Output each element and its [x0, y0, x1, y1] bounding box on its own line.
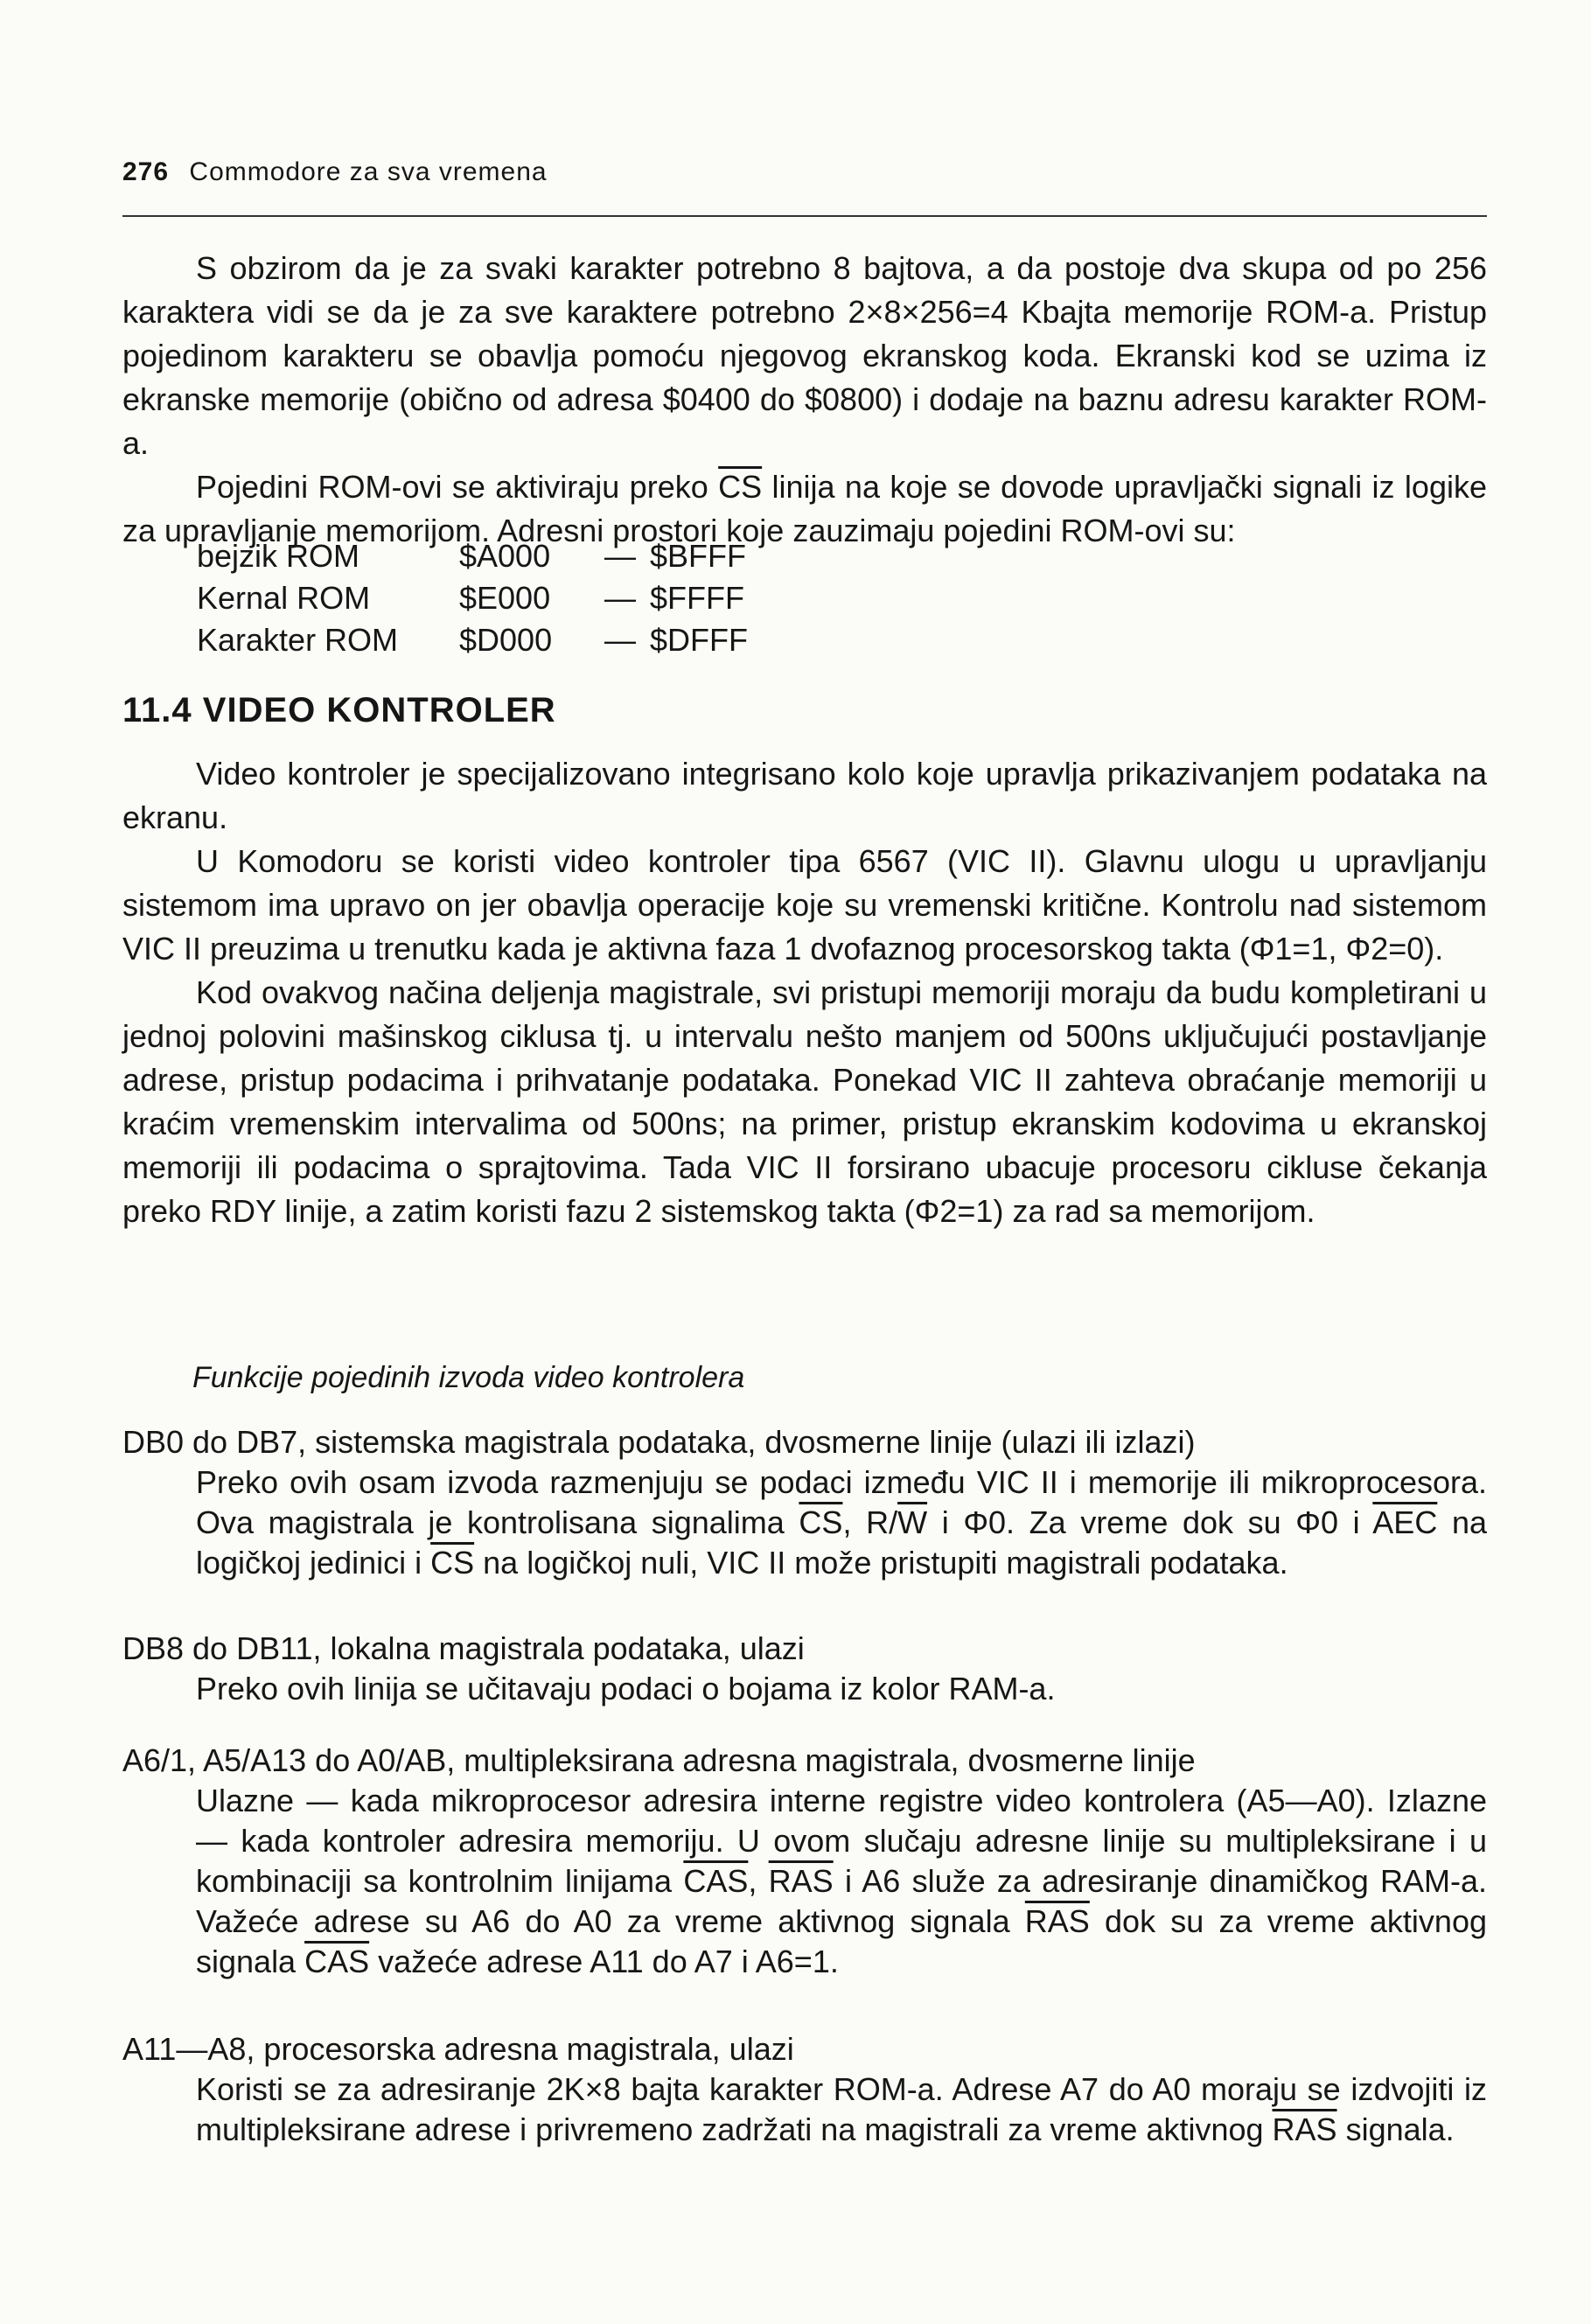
table-row: bejzik ROM $A000 — $BFFF [197, 538, 747, 574]
pin-description: Ulazne — kada mikroprocesor adresira interne registre video kontrolera (A5—A0). Izlazne — kada kontroler adresira memoriju. U ovom slučaju adresne linije su multipleksirane i u kombinaciji sa kontrolnim linijama $\overline{CAS}$, $\overline{RAS}$ i A6 služe za adresiranje dinamičkog RAM-a. Važeće adrese su A6 do A0 za vreme aktivnog signala $\overline{RAS}$ dok su za vreme aktivnog signala $\overline{CAS}$ važeće adrese A11 do A7 i A6=1. [196, 1783, 1488, 1979]
pins-subheading: Funkcije pojedinih izvoda video kontrolera [192, 1361, 745, 1394]
video-paragraph-1: Video kontroler je specijalizovano integrisano kolo koje upravlja prikazivanjem podataka na ekranu. [122, 756, 1487, 835]
intro-paragraph-2: Pojedini ROM-ovi se aktiviraju preko $\overline{CS}$ linija na koje se dovode upravljački signali iz logike za upravljanje memorijom. Adresni prostori koje zauzimaju pojedini ROM-ovi su: [122, 469, 1487, 548]
pin-term: A6/1, A5/A13 do A0/AB, multipleksirana adresna magistrala, dvosmerne linije [122, 1742, 1196, 1778]
intro-paragraph-1: S obzirom da je za svaki karakter potrebno 8 bajtova, a da postoje dva skupa od po 256 karaktera vidi se da je za sve karaktere potrebno 2×8×256=4 Kbajta memorije ROM-a. Pristup pojedinom karakteru se obavlja pomoću njegovog ekranskog koda. Ekranski kod se uzima iz ekranske memorije (obično od adresa $0400 do $0800) i dodaje na baznu adresu karakter ROM-a. [122, 250, 1487, 461]
page-number: 276 [122, 157, 170, 186]
pin-term: DB0 do DB7, sistemska magistrala podataka, dvosmerne linije (ulazi ili izlazi) [122, 1424, 1196, 1460]
pin-item-db0 [122, 1422, 1487, 1583]
pin-description: Koristi se za adresiranje 2K×8 bajta karakter ROM-a. Adrese A7 do A0 moraju se izdvojiti iz multipleksirane adrese i privremeno zadržati na magistrali za vreme aktivnog $\overline{RAS}$ signala. [196, 2071, 1487, 2147]
running-header [122, 157, 1487, 187]
video-paragraph-2: U Komodoru se koristi video kontroler tipa 6567 (VIC II). Glavnu ulogu u upravljanju sistemom ima upravo on jer obavlja operacije koje su vremenski kritične. Kontrolu nad sistemom VIC II preuzima u trenutku kada je aktivna faza 1 dvofaznog procesorskog takta (Φ1=1, Φ2=0). [122, 843, 1487, 967]
pin-description: Preko ovih osam izvoda razmenjuju se podaci između VIC II i memorije ili mikroprocesora. Ova magistrala je kontrolisana signalima $\overline{CS}$, $R/\overline{W}$ i Φ0. Za vreme dok su Φ0 i $\overline{AEC}$ na logičkoj jedinici i $\overline{CS}$ na logičkoj nuli, VIC II može pristupiti magistrali podataka. [196, 1464, 1487, 1581]
section-number: 11.4 [122, 691, 192, 729]
table-row: Karakter ROM $D000 — $DFFF [197, 622, 748, 658]
intro-text [122, 247, 1487, 553]
table-row: Kernal ROM $E000 — $FFFF [197, 580, 744, 616]
pin-term: A11—A8, procesorska adresna magistrala, ulazi [122, 2031, 794, 2067]
running-title: Commodore za sva vremena [189, 157, 548, 186]
pin-item-a6 [122, 1741, 1487, 1982]
pin-item-db8 [122, 1629, 1487, 1709]
section-heading [122, 691, 556, 730]
header-rule [122, 215, 1487, 217]
pin-item-a11 [122, 2029, 1487, 2150]
pin-term: DB8 do DB11, lokalna magistrala podataka, ulazi [122, 1630, 805, 1666]
pin-description: Preko ovih linija se učitavaju podaci o bojama iz kolor RAM-a. [196, 1671, 1056, 1706]
cs-signal: $\overline{CS}$ [718, 469, 763, 505]
section-title: VIDEO KONTROLER [202, 691, 556, 729]
video-paragraph-3: Kod ovakvog načina deljenja magistrale, svi pristupi memoriji moraju da budu kompletirani u jednoj polovini mašinskog ciklusa tj. u intervalu nešto manjem od 500ns uključujući postavljanje adrese, pristup podacima i prihvatanje podataka. Ponekad VIC II zahteva obraćanje memoriji u kraćim vremenskim intervalima od 500ns; na primer, pristup ekranskim kodovima u ekranskoj memoriji ili podacima o sprajtovima. Tada VIC II forsirano ubacuje procesoru cikluse čekanja preko RDY linije, a zatim koristi fazu 2 sistemskog takta (Φ2=1) za rad sa memorijom. [122, 974, 1487, 1229]
rom-address-table [197, 535, 748, 661]
video-text [122, 752, 1487, 1233]
